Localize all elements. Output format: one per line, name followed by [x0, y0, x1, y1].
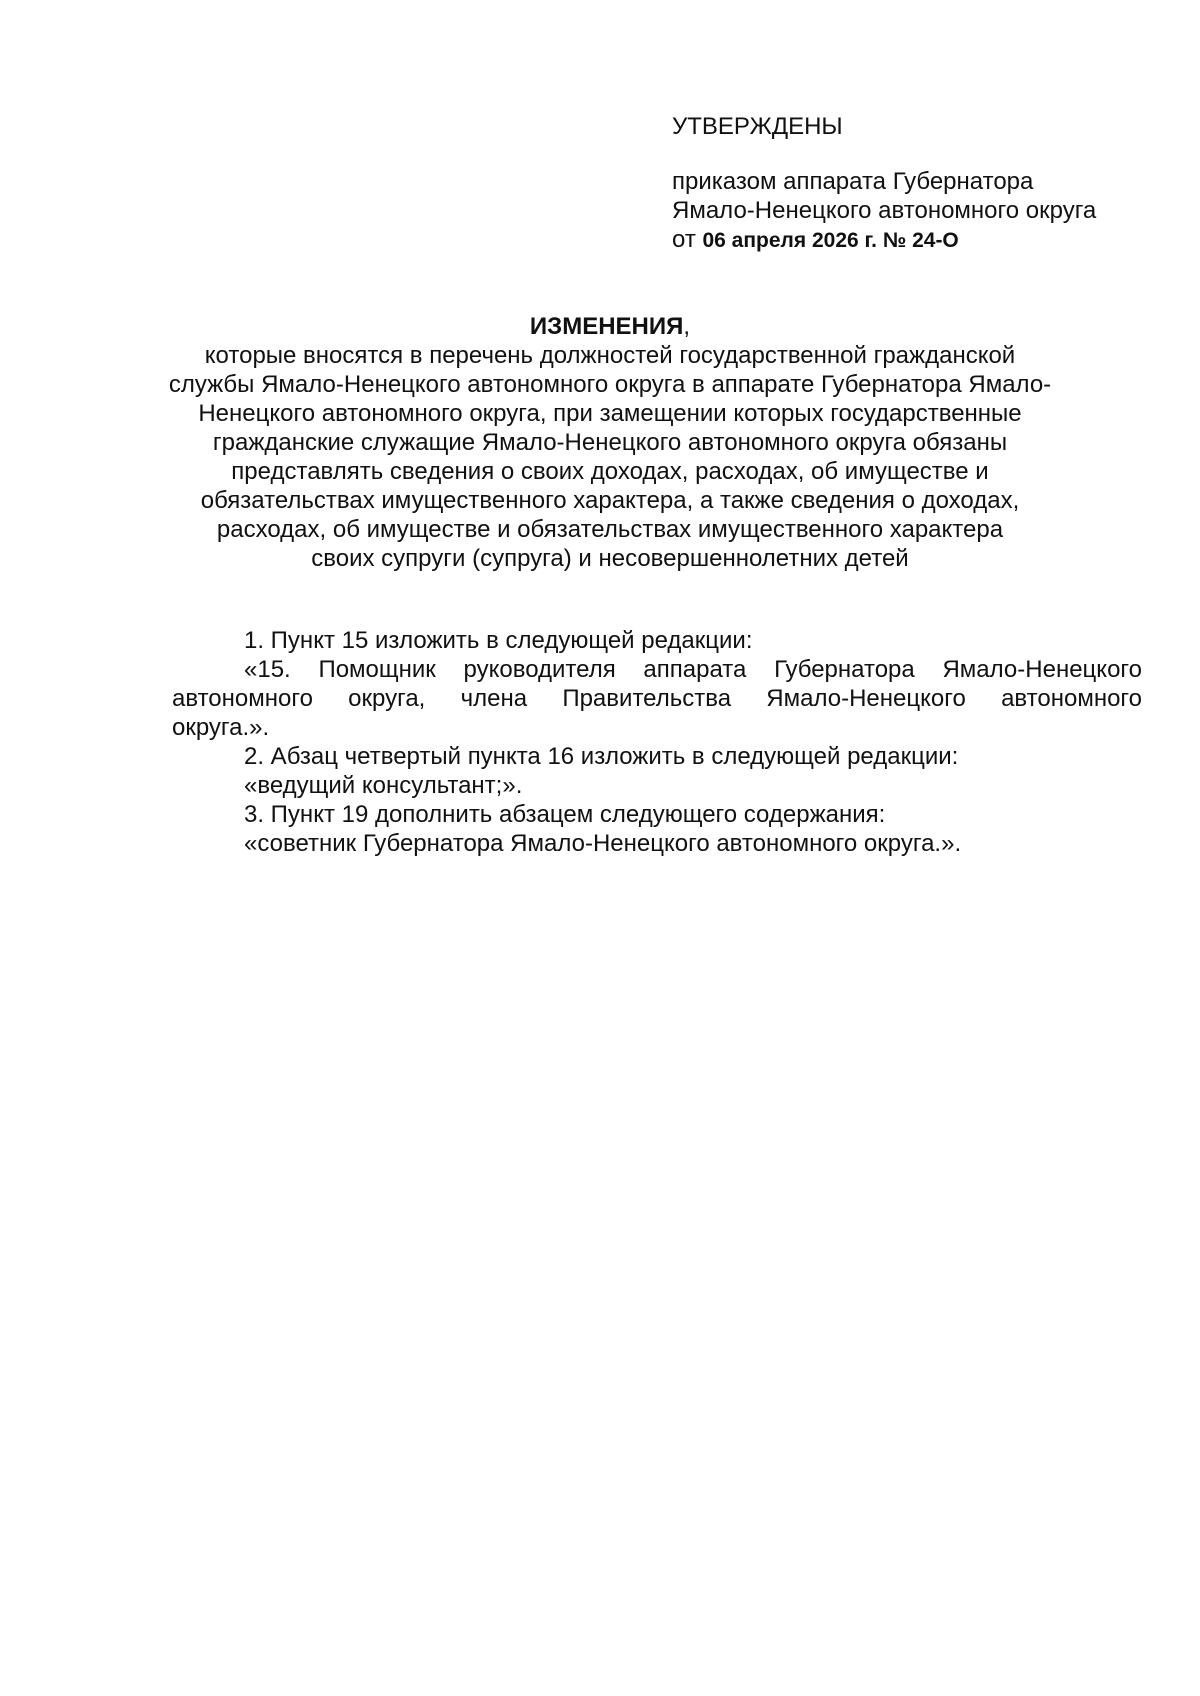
paragraph-2-line-3: округа.».	[172, 714, 270, 741]
order-date-number: 06 апреля 2026 г. № 24-О	[702, 229, 959, 252]
title-line: представлять сведения о своих доходах, расходах, об имуществе и	[231, 458, 989, 485]
approval-stamp	[672, 112, 1172, 255]
title-line: которые вносятся в перечень должностей государственной гражданской	[204, 342, 1016, 369]
title-line: обязательствах имущественного характера, а также сведения о доходах,	[200, 487, 1020, 514]
title-line: Ненецкого автономного округа, при замещении которых государственные	[198, 400, 1022, 427]
paragraph-6: «советник Губернатора Ямало-Ненецкого автономного округа.».	[244, 830, 962, 857]
title-line: службы Ямало-Ненецкого автономного округа в аппарате Губернатора Ямало-	[168, 371, 1052, 398]
title-line: гражданские служащие Ямало-Ненецкого автономного округа обязаны	[212, 429, 1008, 456]
title-heading	[150, 312, 1070, 341]
paragraph-5: 3. Пункт 19 дополнить абзацем следующего содержания:	[244, 801, 886, 828]
date-prefix: от	[672, 226, 703, 253]
paragraph-1: 1. Пункт 15 изложить в следующей редакции:	[244, 627, 753, 654]
approval-line-2: Ямало-Ненецкого автономного округа	[672, 197, 1097, 224]
title-line: своих супруги (супруга) и несовершеннолетних детей	[311, 545, 909, 572]
approved-word: УТВЕРЖДЕНЫ	[672, 113, 843, 140]
document-title	[150, 312, 1070, 573]
approval-line-1: приказом аппарата Губернатора	[672, 168, 1034, 195]
paragraph-3: 2. Абзац четвертый пункта 16 изложить в следующей редакции:	[244, 743, 959, 770]
title-heading-word: ИЗМЕНЕНИЯ	[529, 313, 684, 340]
paragraph-2-line-2: автономного округа, члена Правительства Ямало-Ненецкого автономного	[172, 685, 1142, 712]
title-heading-comma: ,	[683, 313, 691, 340]
paragraph-4: «ведущий консультант;».	[244, 772, 523, 799]
paragraph-2-line-1: «15. Помощник руководителя аппарата Губернатора Ямало-Ненецкого	[244, 656, 1142, 683]
document-body	[172, 626, 1142, 858]
approval-date-line	[672, 225, 1172, 255]
title-line: расходах, об имуществе и обязательствах имущественного характера	[216, 516, 1004, 543]
